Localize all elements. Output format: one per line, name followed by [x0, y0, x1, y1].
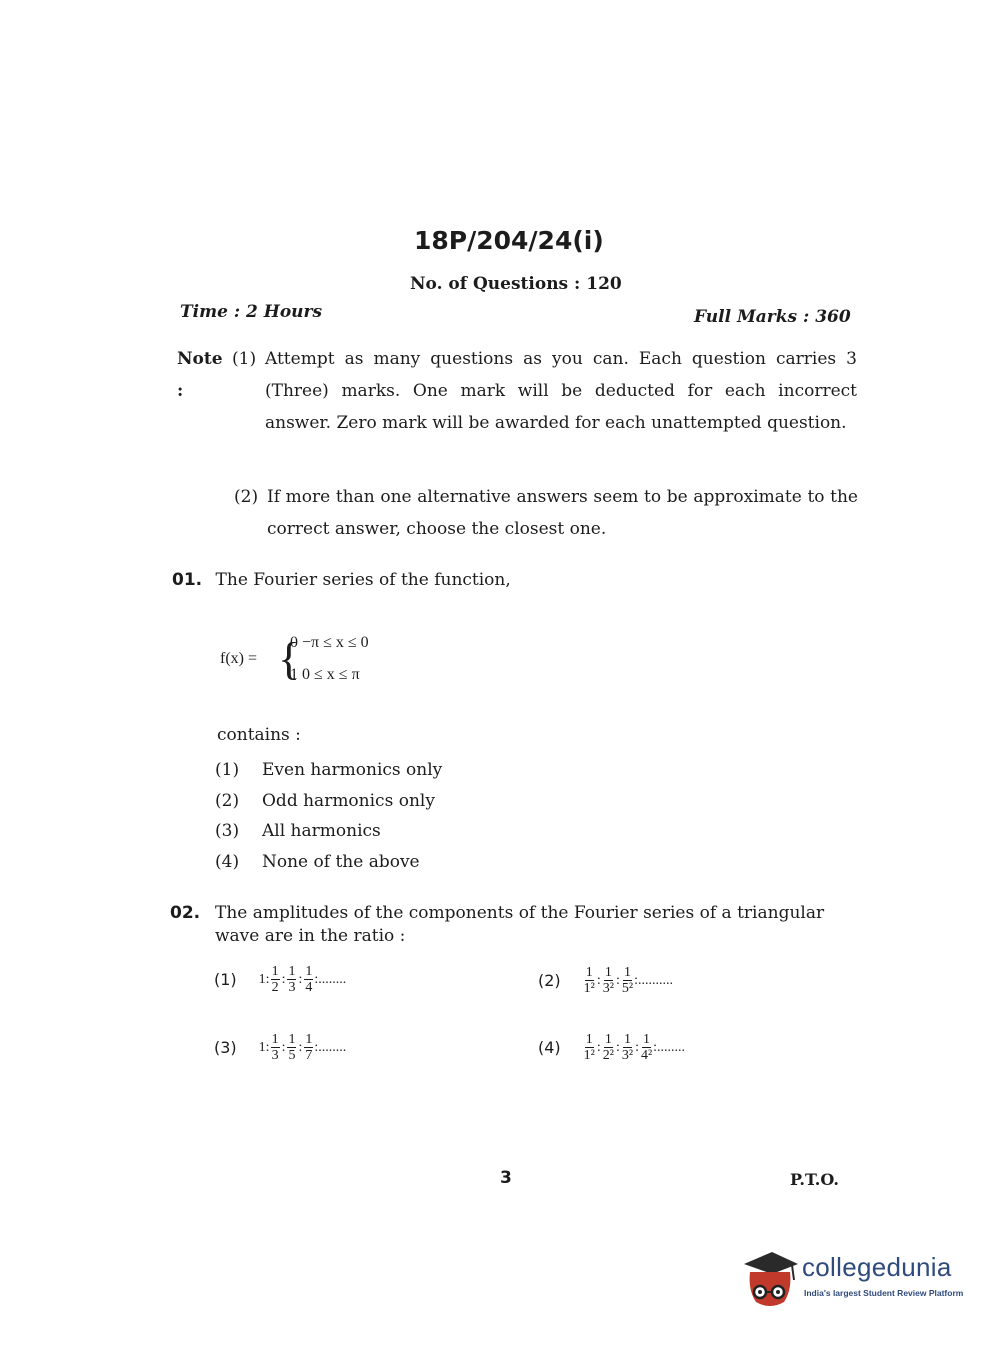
paper-code: 18P/204/24(i)	[414, 226, 604, 255]
ratio-separator: :	[298, 971, 303, 987]
fraction-numerator: 1	[623, 1032, 631, 1047]
fraction	[641, 1032, 652, 1063]
note-1	[177, 343, 857, 439]
fraction-denominator: 4	[305, 980, 313, 995]
fraction	[603, 965, 614, 996]
ratio-tail: :..........	[634, 972, 673, 988]
option[interactable]	[215, 847, 442, 878]
ratio-separator: :	[596, 972, 601, 988]
fraction-numerator: 1	[288, 964, 296, 979]
question-2-stem	[170, 902, 852, 948]
option-number: (1)	[214, 970, 237, 989]
fraction	[603, 1032, 614, 1063]
question-1-number: 01.	[172, 570, 203, 590]
ratio-option[interactable]	[538, 965, 673, 996]
full-marks: Full Marks : 360	[694, 307, 851, 327]
fraction-numerator: 1	[271, 1032, 279, 1047]
number-of-questions: No. of Questions : 120	[410, 274, 622, 294]
ratio-separator: :	[298, 1039, 303, 1055]
ratio-separator: :	[281, 971, 286, 987]
fraction-numerator: 1	[288, 1032, 296, 1047]
option-text: None of the above	[262, 851, 420, 872]
question-1-stem	[172, 570, 511, 590]
logo-tagline: India's largest Student Review Platform	[804, 1288, 964, 1298]
fraction-denominator: 3	[271, 1048, 279, 1063]
note-2	[234, 481, 858, 545]
option-text: Even harmonics only	[262, 760, 443, 780]
note-1-text: Attempt as many questions as you can. Each question carries 3 (Three) marks. One mark will be deducted for each incorrect answer. Zero mark will be awarded for each unattempted question.	[265, 349, 857, 433]
time-limit: Time : 2 Hours	[180, 302, 323, 322]
fraction-denominator: 3²	[602, 981, 614, 996]
question-2-text: The amplitudes of the components of the Fourier series of a triangular wave are in the ratio :	[215, 903, 825, 946]
option-number: (3)	[215, 821, 240, 841]
ratio-option[interactable]	[538, 1032, 685, 1063]
fraction	[622, 1032, 633, 1063]
function-case-1: 0 −π ≤ x ≤ 0	[290, 634, 369, 651]
fraction-numerator: 1	[585, 965, 593, 980]
please-turn-over: P.T.O.	[790, 1170, 839, 1189]
ratio-separator: :	[596, 1039, 601, 1055]
fraction-denominator: 2	[271, 980, 279, 995]
option[interactable]	[215, 816, 442, 847]
ratio-lead: 1:	[258, 1039, 270, 1055]
fraction	[304, 1032, 313, 1063]
option[interactable]	[215, 786, 442, 817]
logo-wordmark: collegedunia	[802, 1252, 952, 1282]
ratio-tail: :........	[314, 1039, 347, 1055]
page-number: 3	[500, 1168, 512, 1188]
ratio-option[interactable]	[214, 1032, 346, 1063]
fraction	[304, 964, 313, 995]
fraction-denominator: 5	[288, 1048, 296, 1063]
note-1-number: (1)	[232, 349, 257, 369]
note-2-number: (2)	[234, 487, 259, 507]
option-text: All harmonics	[262, 821, 381, 841]
note-label: Note :	[177, 349, 223, 401]
ratio-separator: :	[281, 1039, 286, 1055]
fraction-numerator: 1	[623, 965, 631, 980]
option-number: (4)	[538, 1038, 561, 1057]
ratio-tail: :........	[314, 971, 347, 987]
option-number: (4)	[215, 851, 240, 872]
fraction-numerator: 1	[643, 1032, 651, 1047]
fraction-numerator: 1	[271, 964, 279, 979]
option-number: (3)	[214, 1038, 237, 1057]
question-1-options	[215, 755, 442, 877]
left-brace: {	[278, 633, 301, 684]
option-number: (2)	[215, 790, 240, 811]
question-1-prompt: contains :	[217, 725, 301, 745]
fraction	[584, 1032, 595, 1063]
fraction-denominator: 5²	[621, 981, 634, 996]
fraction-numerator: 1	[305, 1032, 313, 1047]
mascot-icon	[742, 1250, 800, 1310]
fraction-numerator: 1	[604, 1032, 612, 1047]
fraction	[584, 965, 595, 996]
question-2-number: 02.	[170, 903, 201, 923]
fraction-denominator: 7	[305, 1048, 313, 1063]
ratio-separator: :	[635, 1039, 639, 1055]
function-case-2: 1 0 ≤ x ≤ π	[290, 666, 360, 683]
fraction	[287, 1032, 296, 1063]
note-2-text: If more than one alternative answers seem to be approximate to the correct answer, choose the closest one.	[267, 487, 858, 539]
option-text: Odd harmonics only	[262, 790, 435, 811]
fraction-denominator: 3	[288, 980, 296, 995]
fraction-denominator: 2²	[602, 1048, 614, 1063]
fraction-numerator: 1	[585, 1032, 593, 1047]
collegedunia-logo	[742, 1250, 972, 1310]
fraction-denominator: 1²	[583, 1048, 595, 1063]
fraction	[622, 965, 633, 996]
fraction	[271, 964, 280, 995]
option[interactable]	[215, 755, 442, 786]
ratio-separator: :	[615, 1039, 620, 1055]
ratio-lead: 1:	[258, 971, 270, 987]
fraction-numerator: 1	[604, 965, 612, 980]
option-number: (1)	[215, 760, 240, 780]
fraction-numerator: 1	[305, 964, 313, 979]
fraction-denominator: 1²	[583, 981, 595, 996]
question-1-text: The Fourier series of the function,	[215, 570, 511, 590]
fraction-denominator: 3²	[621, 1048, 634, 1063]
ratio-tail: :........	[653, 1039, 686, 1055]
fraction	[287, 964, 296, 995]
fraction	[271, 1032, 280, 1063]
option-number: (2)	[538, 971, 561, 990]
fraction-denominator: 4²	[640, 1048, 653, 1063]
ratio-separator: :	[615, 972, 620, 988]
function-lhs: f(x) =	[220, 650, 258, 667]
ratio-option[interactable]	[214, 964, 346, 995]
